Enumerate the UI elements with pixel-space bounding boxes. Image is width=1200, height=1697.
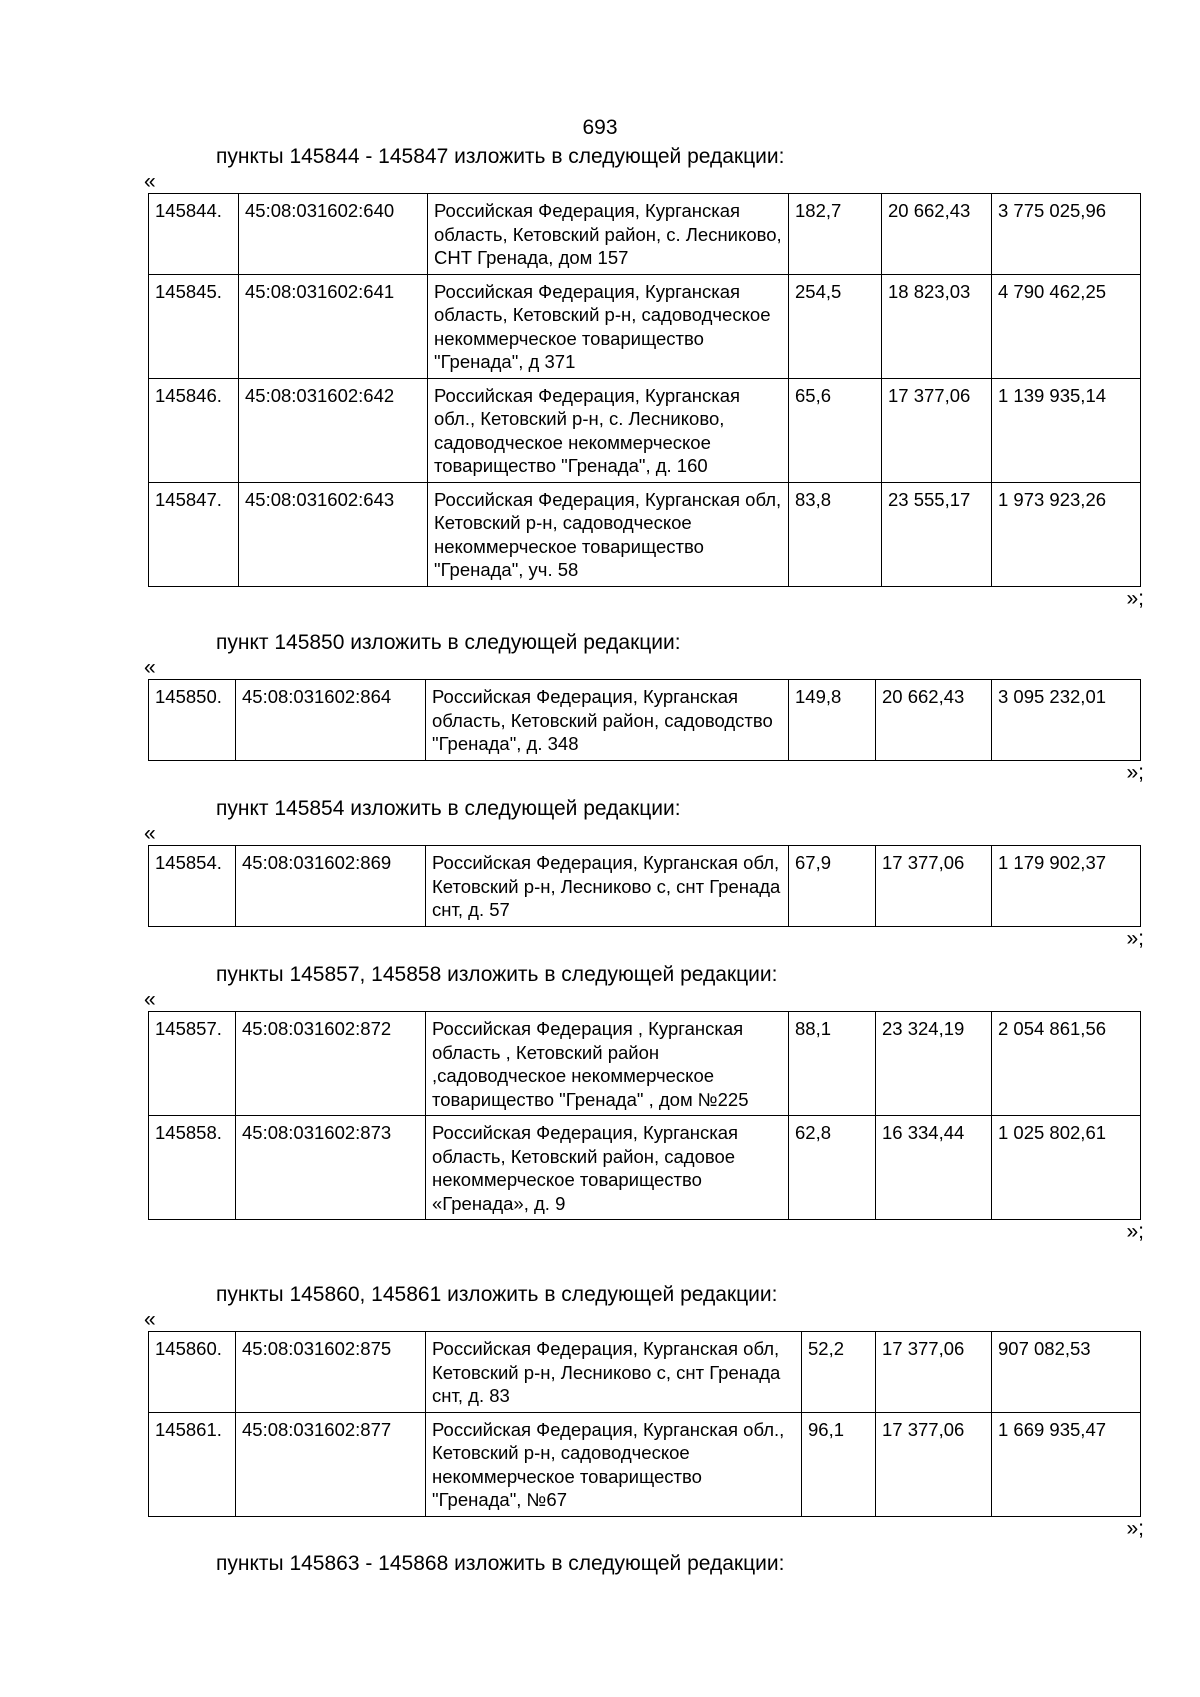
property-table (148, 845, 1141, 927)
area: 62,8 (789, 1116, 876, 1220)
closing-quote: »; (1126, 926, 1144, 950)
address: Российская Федерация, Курганская область, Кетовский р-н, садоводческое некоммерческое товарищество "Гренада", д 371 (428, 274, 789, 378)
address: Российская Федерация , Курганская область , Кетовский район ,садоводческое некоммерческое товарищество "Гренада" , дом №225 (426, 1012, 789, 1116)
cadastral-number: 45:08:031602:872 (236, 1012, 426, 1116)
table-row (149, 680, 1141, 761)
table-row (149, 1116, 1141, 1220)
property-table (148, 193, 1141, 587)
table-row (149, 846, 1141, 927)
area: 65,6 (789, 378, 882, 482)
unit-price: 17 377,06 (876, 846, 992, 927)
table-row (149, 1012, 1141, 1116)
amendment-heading: пункт 145850 изложить в следующей редакции: (216, 631, 681, 654)
amendment-block (144, 629, 1144, 785)
amendment-heading: пункты 145844 - 145847 изложить в следующей редакции: (216, 145, 785, 168)
area: 83,8 (789, 482, 882, 586)
opening-quote: « (144, 170, 156, 193)
amendment-heading: пункт 145854 изложить в следующей редакции: (216, 797, 681, 820)
amendment-heading: пункты 145863 - 145868 изложить в следующей редакции: (216, 1552, 785, 1575)
unit-price: 23 324,19 (876, 1012, 992, 1116)
area: 52,2 (802, 1332, 876, 1413)
closing-quote: »; (1126, 1516, 1144, 1540)
item-number: 145847. (149, 482, 239, 586)
cadastral-value: 1 973 923,26 (992, 482, 1141, 586)
address: Российская Федерация, Курганская обл., Кетовский р-н, с. Лесниково, садоводческое некоммерческое товарищество "Гренада", д. 160 (428, 378, 789, 482)
closing-quote: »; (1126, 586, 1144, 610)
item-number: 145845. (149, 274, 239, 378)
cadastral-number: 45:08:031602:869 (236, 846, 426, 927)
opening-quote: « (144, 1308, 156, 1331)
cadastral-value: 1 025 802,61 (992, 1116, 1141, 1220)
area: 254,5 (789, 274, 882, 378)
opening-quote: « (144, 656, 156, 679)
cadastral-number: 45:08:031602:640 (239, 194, 428, 275)
opening-quote: « (144, 822, 156, 845)
address: Российская Федерация, Курганская обл, Кетовский р-н, Лесниково с, снт Гренада снт, д. 57 (426, 846, 789, 927)
cadastral-number: 45:08:031602:877 (236, 1412, 426, 1516)
item-number: 145854. (149, 846, 236, 927)
address: Российская Федерация, Курганская область, Кетовский район, садовое некоммерческое товарищество «Гренада», д. 9 (426, 1116, 789, 1220)
area: 88,1 (789, 1012, 876, 1116)
cadastral-value: 4 790 462,25 (992, 274, 1141, 378)
amendment-block (144, 143, 1144, 611)
area: 149,8 (789, 680, 876, 761)
item-number: 145846. (149, 378, 239, 482)
cadastral-value: 1 179 902,37 (992, 846, 1141, 927)
amendment-block (144, 961, 1144, 1244)
item-number: 145844. (149, 194, 239, 275)
address: Российская Федерация, Курганская обл, Кетовский р-н, садоводческое некоммерческое товарищество "Гренада", уч. 58 (428, 482, 789, 586)
item-number: 145858. (149, 1116, 236, 1220)
cadastral-value: 2 054 861,56 (992, 1012, 1141, 1116)
unit-price: 17 377,06 (876, 1412, 992, 1516)
amendment-heading: пункты 145860, 145861 изложить в следующей редакции: (216, 1283, 778, 1306)
item-number: 145861. (149, 1412, 236, 1516)
address: Российская Федерация, Курганская область, Кетовский район, садоводство "Гренада", д. 348 (426, 680, 789, 761)
cadastral-number: 45:08:031602:643 (239, 482, 428, 586)
cadastral-value: 1 139 935,14 (992, 378, 1141, 482)
unit-price: 16 334,44 (876, 1116, 992, 1220)
address: Российская Федерация, Курганская обл, Кетовский р-н, Лесниково с, снт Гренада снт, д. 83 (426, 1332, 802, 1413)
cadastral-number: 45:08:031602:875 (236, 1332, 426, 1413)
table-row (149, 482, 1141, 586)
page-number: 693 (582, 116, 618, 139)
address: Российская Федерация, Курганская область, Кетовский район, с. Лесниково, СНТ Гренада, дом 157 (428, 194, 789, 275)
cadastral-number: 45:08:031602:873 (236, 1116, 426, 1220)
table-row (149, 1412, 1141, 1516)
item-number: 145857. (149, 1012, 236, 1116)
table-row (149, 194, 1141, 275)
address: Российская Федерация, Курганская обл., Кетовский р-н, садоводческое некоммерческое товарищество "Гренада", №67 (426, 1412, 802, 1516)
area: 67,9 (789, 846, 876, 927)
table-row (149, 274, 1141, 378)
table-row (149, 378, 1141, 482)
closing-quote: »; (1126, 1220, 1144, 1243)
cadastral-value: 3 095 232,01 (992, 680, 1141, 761)
item-number: 145860. (149, 1332, 236, 1413)
cadastral-value: 907 082,53 (992, 1332, 1141, 1413)
property-table (148, 1331, 1141, 1517)
cadastral-number: 45:08:031602:642 (239, 378, 428, 482)
property-table (148, 1011, 1141, 1220)
unit-price: 20 662,43 (876, 680, 992, 761)
area: 96,1 (802, 1412, 876, 1516)
item-number: 145850. (149, 680, 236, 761)
unit-price: 23 555,17 (882, 482, 992, 586)
cadastral-number: 45:08:031602:864 (236, 680, 426, 761)
unit-price: 20 662,43 (882, 194, 992, 275)
amendment-block (144, 795, 1144, 951)
amendment-heading: пункты 145857, 145858 изложить в следующей редакции: (216, 963, 778, 986)
table-row (149, 1332, 1141, 1413)
opening-quote: « (144, 988, 156, 1011)
cadastral-value: 1 669 935,47 (992, 1412, 1141, 1516)
unit-price: 17 377,06 (882, 378, 992, 482)
amendment-block (144, 1281, 1144, 1541)
cadastral-value: 3 775 025,96 (992, 194, 1141, 275)
unit-price: 18 823,03 (882, 274, 992, 378)
property-table (148, 679, 1141, 761)
cadastral-number: 45:08:031602:641 (239, 274, 428, 378)
amendment-block (148, 1550, 1140, 1578)
closing-quote: »; (1126, 760, 1144, 784)
area: 182,7 (789, 194, 882, 275)
unit-price: 17 377,06 (876, 1332, 992, 1413)
